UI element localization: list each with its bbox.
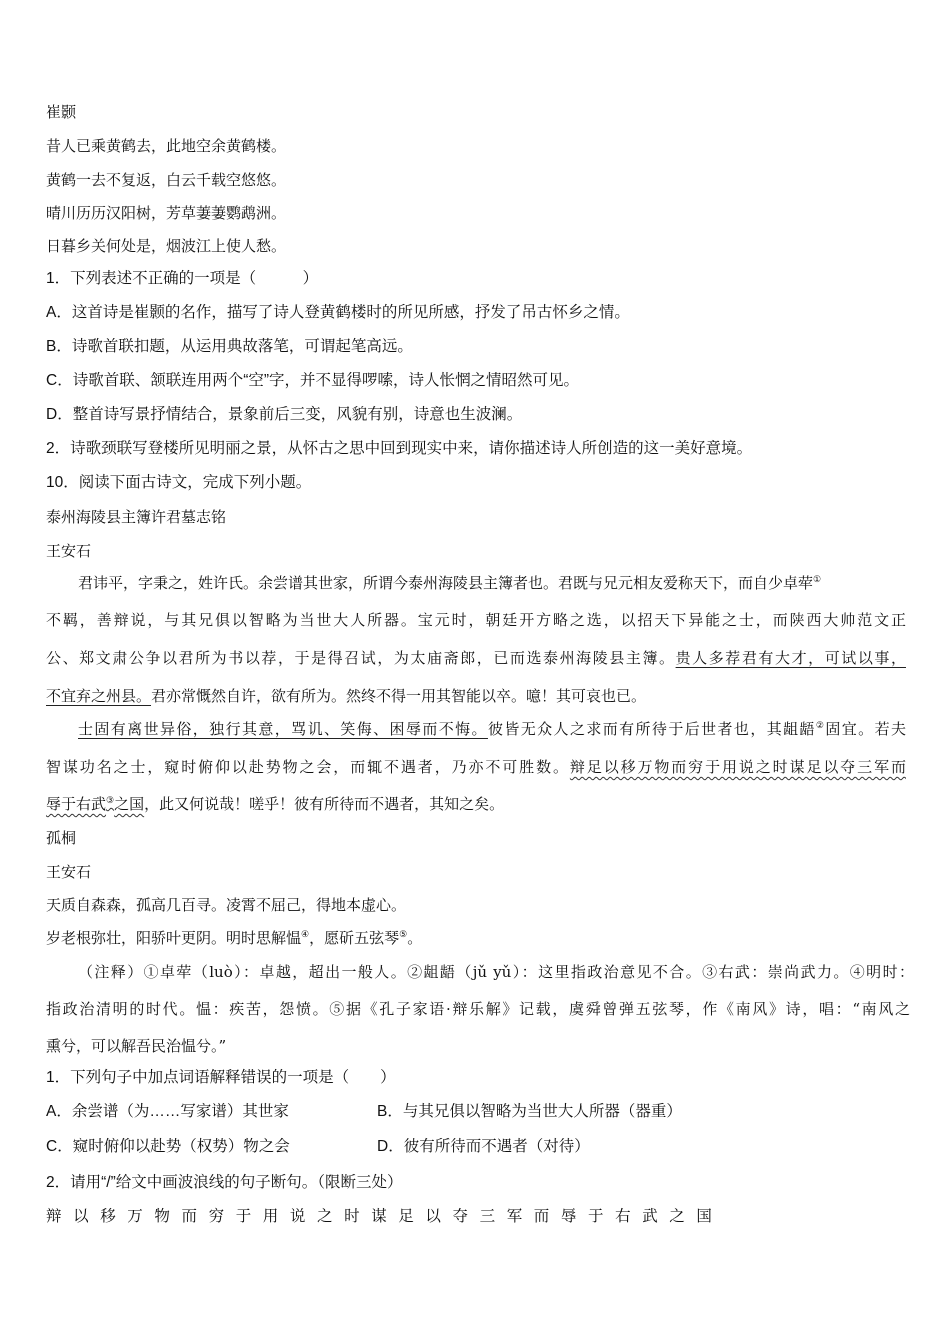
wavy-sentence: 辩足以移万物而穷于用说之时谋足以夺三军而	[569, 758, 906, 776]
question-10-1-option-d: D．彼有所待而不遇者（对待）	[377, 1138, 590, 1155]
underlined-sentence-2: 士固有离世异俗，独行其意，骂讥、笑侮、困辱而不悔。	[78, 720, 488, 738]
poem1-line-4: 日暮乡关何处是，烟波江上使人愁。	[46, 237, 287, 255]
prose-p1-line-3: 公、郑文肃公争以君所为书以荐，于是得召试，为太庙斋郎，已而选泰州海陵县主簿。贵人多荐君有大才，可试以事，	[46, 649, 906, 667]
wavy-sentence-cont: 辱于右武	[46, 795, 107, 813]
poem2-line-2: 岁老根弥壮，阳骄叶更阴。明时思解愠④，愿斫五弦琴⑤。	[46, 929, 423, 947]
question-1-option-c: C．诗歌首联、颔联连用两个“空”字，并不显得啰嗦，诗人怅惘之情昭然可见。	[46, 372, 580, 389]
underlined-sentence-1-cont: 不宜弃之州县。	[46, 687, 152, 705]
prose-author: 王安石	[46, 542, 92, 560]
question-10-1-option-b: B．与其兄俱以智略为当世大人所器（器重）	[377, 1103, 682, 1120]
poem2-line-1: 天质自森森，孤高几百寻。凌霄不屈己，得地本虚心。	[46, 896, 407, 914]
question-1-stem: 1．下列表述不正确的一项是（ ）	[46, 270, 319, 287]
question-10-1-stem: 1．下列句子中加点词语解释错误的一项是（ ）	[46, 1069, 396, 1086]
poem2-title: 孤桐	[46, 829, 77, 847]
notes-line-3: 熏兮，可以解吾民治愠兮。”	[46, 1037, 227, 1055]
question-10-2-stem: 2．请用“/”给文中画波浪线的句子断句。（限断三处）	[46, 1174, 403, 1191]
notes-line-1: （注释）①卓荦（luò）：卓越，超出一般人。②龃龉（jǔ yǔ）：这里指政治意见不合。③右武：崇尚武力。④明时：	[78, 963, 914, 981]
question-1-option-a: A．这首诗是崔颢的名作，描写了诗人登黄鹤楼时的所见所感，抒发了吊古怀乡之情。	[46, 304, 630, 321]
notes-line-2: 指政治清明的时代。愠：疾苦，怨愤。⑤据《孔子家语·辩乐解》记载，虞舜曾弹五弦琴，作《南风》诗，唱：“南风之	[46, 1000, 910, 1018]
prose-title: 泰州海陵县主簿许君墓志铭	[46, 508, 227, 526]
poem1-author: 崔颢	[46, 103, 77, 121]
poem1-line-2: 黄鹤一去不复返，白云千载空悠悠。	[46, 171, 287, 189]
question-10-1-option-c: C．窥时俯仰以赴势（权势）物之会	[46, 1138, 290, 1155]
question-1-option-d: D．整首诗写景抒情结合，景象前后三变，风貌有别，诗意也生波澜。	[46, 406, 523, 423]
sentence-to-punctuate: 辩以移万物而穷于用说之时谋足以夺三军而辱于右武之国	[46, 1208, 724, 1225]
prose-p1-line-4: 不宜弃之州县。君亦常慨然自许，欲有所为。然终不得一用其智能以卒。噫！其可哀也已。	[46, 687, 647, 705]
poem1-line-1: 昔人已乘黄鹤去，此地空余黄鹤楼。	[46, 137, 287, 155]
underlined-sentence-1: 贵人多荐君有大才，可试以事，	[675, 649, 906, 667]
prose-p2-line-2: 智谋功名之士，窥时俯仰以赴势物之会，而辄不遇者，乃亦不可胜数。辩足以移万物而穷于用说之时谋足以夺三军而	[46, 758, 906, 776]
prose-p1-line-2: 不羁，善辩说，与其兄俱以智略为当世大人所器。宝元时，朝廷开方略之选，以招天下异能之士，而陕西大帅范文正	[46, 611, 906, 629]
poem2-author: 王安石	[46, 863, 92, 881]
question-10-intro: 10．阅读下面古诗文，完成下列小题。	[46, 474, 312, 491]
question-10-1-option-a: A．余尝谱（为……写家谱）其世家	[46, 1103, 289, 1120]
question-1-option-b: B．诗歌首联扣题，从运用典故落笔，可谓起笔高远。	[46, 338, 413, 355]
poem1-line-3: 晴川历历汉阳树，芳草萋萋鹦鹉洲。	[46, 204, 287, 222]
prose-p1-line-1: 君讳平，字秉之，姓许氏。余尝谱其世家，所谓今泰州海陵县主簿者也。君既与兄元相友爱称天下，而自少卓荦①	[78, 574, 822, 592]
prose-p2-line-3: 辱于右武③之国，此又何说哉！嗟乎！彼有所待而不遇者，其知之矣。	[46, 795, 505, 813]
prose-p2-line-1: 士固有离世异俗，独行其意，骂讥、笑侮、困辱而不悔。彼皆无众人之求而有所待于后世者也，其龃龉②固宜。若夫	[78, 720, 906, 738]
question-2: 2．诗歌颈联写登楼所见明丽之景，从怀古之思中回到现实中来，请你描述诗人所创造的这一美好意境。	[46, 440, 753, 457]
